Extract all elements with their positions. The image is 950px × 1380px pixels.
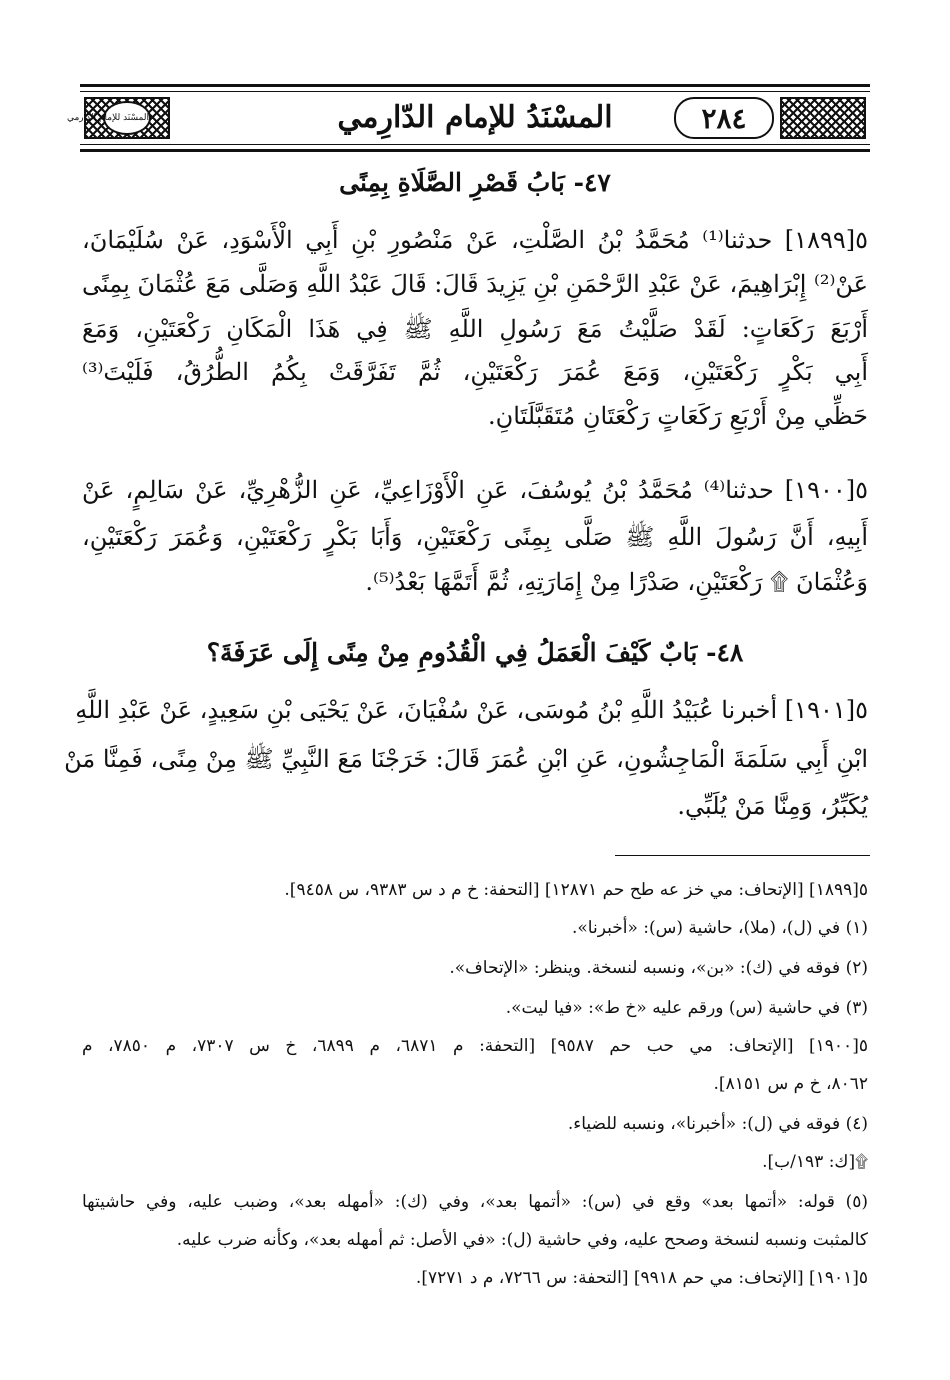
hadith-1900-line: ٥[١٩٠٠] حدثنا⁽⁴⁾ مُحَمَّدُ بْنُ يُوسُفَ، عَنِ الْأَوْزَاعِيِّ، عَنِ الزُّهْرِيِّ، عَنْ سَالِمٍ، عَنْ: [82, 476, 868, 504]
hadith-1899-line: عَنْ⁽²⁾ إِبْرَاهِيمَ، عَنْ عَبْدِ الرَّحْمَنِ بْنِ يَزِيدَ قَالَ: قَالَ عَبْدُ اللَّهِ وَصَلَّى مَعَ عُثْمَانَ بِمِنًى: [82, 270, 868, 298]
footnote: ٨٠٦٢، خ م س ٨١٥١].: [713, 1074, 868, 1094]
footnote: ٥[١٨٩٩] [الإتحاف: مي خز عه طح حم ١٢٨٧١] [التحفة: خ م د س ٩٣٨٣، س ٩٤٥٨].: [284, 880, 868, 900]
page-number: ٢٨٤: [674, 97, 774, 139]
footnote: (١) في (ل)، (ملا)، حاشية (س): «أخبرنا».: [571, 918, 868, 938]
hadith-1899-line: ٥[١٨٩٩] حدثنا⁽¹⁾ مُحَمَّدُ بْنُ الصَّلْتِ، عَنْ مَنْصُورِ بْنِ أَبِي الْأَسْوَدِ، عَنْ سُلَيْمَانَ،: [82, 226, 868, 254]
footnote: ٥[١٩٠٠] [الإتحاف: مي حب حم ٩٥٨٧] [التحفة: م ٦٨٧١، م ٦٨٩٩، خ س ٧٣٠٧، م ٧٨٥٠، م: [82, 1036, 868, 1056]
footnote: ٥[١٩٠١] [الإتحاف: مي حم ٩٩١٨] [التحفة: س ٧٢٦٦، م د ٧٢٧١].: [415, 1268, 868, 1288]
footnote-separator: [615, 855, 870, 856]
footnote: (٣) في حاشية (س) ورقم عليه «خ ط»: «فيا ليت».: [505, 998, 868, 1018]
hadith-1901-line: ابْنِ أَبِي سَلَمَةَ الْمَاجِشُونِ، عَنِ ابْنِ عُمَرَ قَالَ: خَرَجْنَا مَعَ النَّبِيِّ ﷺ مِنْ مِنًى، فَمِنَّا مَنْ: [64, 745, 868, 773]
page-header: [66, 84, 870, 152]
footnote: كالمثبت ونسبه لنسخة وصحح عليه، وفي حاشية (ل): «في الأصل: ثم أمهله بعد»، وكأنه ضرب عليه.: [176, 1230, 868, 1250]
chapter-heading-48: ٤٨- بَابٌ كَيْفَ الْعَمَلُ فِي الْقُدُومِ مِنْ مِنًى إِلَى عَرَفَةَ؟: [206, 638, 744, 667]
header-rule-top: [80, 91, 870, 92]
hadith-1899-line: أَبِي بَكْرٍ رَكْعَتَيْنِ، وَمَعَ عُمَرَ رَكْعَتَيْنِ، ثُمَّ تَفَرَّقَتْ بِكُمُ الطُّرُقُ، فَلَيْتَ⁽³⁾: [82, 358, 868, 386]
header-ornament-right: [780, 97, 866, 139]
hadith-1899-line: حَظِّي مِنْ أَرْبَعِ رَكَعَاتٍ رَكْعَتَانِ مُتَقَبَّلَتَانِ.: [487, 402, 868, 430]
footnote: (٢) فوقه في (ك): «بن»، ونسبه لنسخة. وينظر: «الإتحاف».: [449, 958, 868, 978]
footnote: ۩[ك: ١٩٣/ب].: [762, 1152, 868, 1172]
hadith-1899-line: أَرْبَعَ رَكَعَاتٍ: لَقَدْ صَلَّيْتُ مَعَ رَسُولِ اللَّهِ ﷺ فِي هَذَا الْمَكَانِ رَكْعَتَيْنِ، وَمَعَ: [82, 315, 868, 343]
footnote: (٥) قوله: «أتمها بعد» وقع في (س): «أتمها بعد»، وفي (ك): «أمهله بعد»، وضبب عليه، وفي حاشيتها: [82, 1192, 868, 1212]
hadith-1901-line: يُكَبِّرُ، وَمِنَّا مَنْ يُلَبِّي.: [677, 792, 868, 820]
chapter-heading-47: ٤٧- بَابُ قَصْرِ الصَّلَاةِ بِمِنًى: [339, 168, 611, 197]
header-rule-bottom: [80, 144, 870, 145]
footnote: (٤) فوقه في (ل): «أخبرنا»، ونسبه للضياء.: [567, 1114, 868, 1134]
running-title: المسْنَدُ للإمام الدّارِمي: [337, 100, 613, 135]
header-ornament-left: [66, 97, 170, 139]
hadith-1901-line: ٥[١٩٠١] أخبرنا عُبَيْدُ اللَّهِ بْنُ مُوسَى، عَنْ سُفْيَانَ، عَنْ يَحْيَى بْنِ سَعِيدٍ، عَنْ عَبْدِ اللَّهِ: [75, 696, 868, 724]
ornament-medallion: المسْنَد للإمام الدّارمي: [103, 101, 151, 135]
hadith-1900-line: وَعُثْمَانَ ۩ رَكْعَتَيْنِ، صَدْرًا مِنْ إِمَارَتِهِ، ثُمَّ أَتَمَّهَا بَعْدُ⁽⁵⁾.: [365, 568, 868, 596]
hadith-1900-line: أَبِيهِ، أَنَّ رَسُولَ اللَّهِ ﷺ صَلَّى بِمِنًى رَكْعَتَيْنِ، وَأَبَا بَكْرٍ رَكْعَتَيْنِ، وَعُمَرَ رَكْعَتَيْنِ،: [82, 523, 868, 551]
